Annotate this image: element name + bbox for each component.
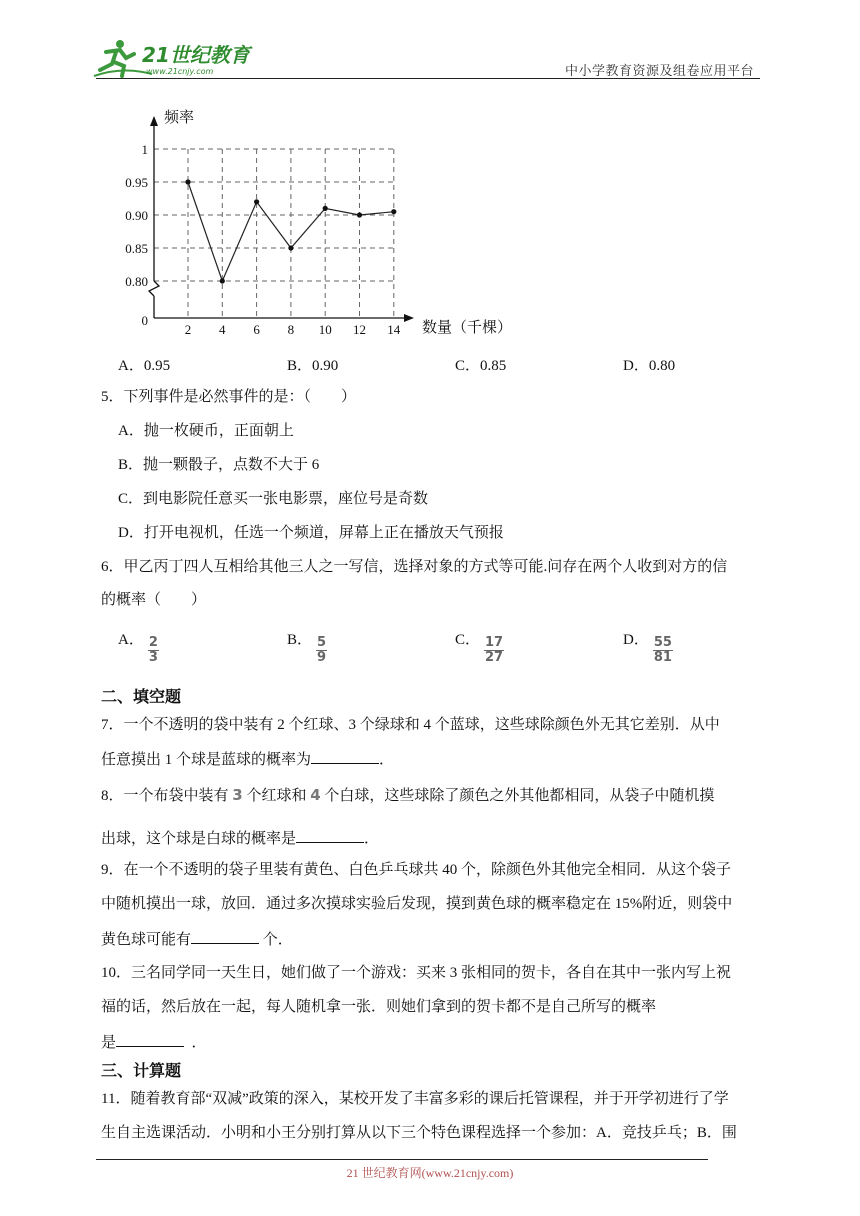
q8-number-red: 3 bbox=[232, 786, 243, 804]
x-tick-label: 12 bbox=[353, 322, 366, 337]
fraction-denominator: 3 bbox=[148, 650, 158, 665]
q8-text-c: 个白球，这些球除了颜色之外其他都相同，从袋子中随机摸 bbox=[324, 788, 715, 804]
q8-line1 bbox=[101, 784, 714, 807]
q6-option-d bbox=[623, 628, 673, 665]
q5-stem: 5．下列事件是必然事件的是：（ ） bbox=[101, 389, 357, 405]
q8-line2 bbox=[101, 826, 379, 850]
axis-break-mark bbox=[149, 281, 159, 296]
x-tick-label: 6 bbox=[253, 322, 260, 337]
q10-line3 bbox=[101, 1030, 207, 1054]
answer-blank[interactable] bbox=[191, 927, 259, 944]
x-axis-arrow bbox=[404, 314, 414, 322]
y-tick-label: 0.95 bbox=[125, 175, 148, 190]
x-tick-label: 8 bbox=[287, 322, 295, 337]
q6-option-c-label: C． bbox=[455, 632, 481, 648]
footer-divider bbox=[96, 1159, 708, 1160]
data-point bbox=[288, 245, 293, 250]
frequency-line-chart bbox=[120, 100, 540, 345]
data-point bbox=[254, 199, 259, 204]
fraction-numerator: 17 bbox=[485, 635, 504, 650]
y-axis-label: 频率 bbox=[164, 108, 195, 126]
chart-grid bbox=[154, 149, 394, 318]
chart-axes bbox=[149, 116, 414, 322]
data-point bbox=[220, 278, 225, 283]
q6-option-d-fraction bbox=[653, 636, 673, 665]
q10-line3-end: ． bbox=[191, 1035, 207, 1051]
q4-option-c: C．0.85 bbox=[455, 358, 507, 374]
x-axis-label: 数量（千棵） bbox=[422, 318, 513, 336]
answer-blank[interactable] bbox=[311, 747, 379, 764]
q9-line2: 中随机摸出一球，放回．通过多次摸球实验后发现，摸到黄色球的概率稳定在 15%附近，则袋中 bbox=[101, 896, 733, 912]
q6-option-b-fraction bbox=[316, 636, 327, 665]
data-point bbox=[323, 206, 328, 211]
q8-text-a: 8．一个布袋中装有 bbox=[101, 788, 229, 804]
q4-option-a: A．0.95 bbox=[118, 358, 171, 374]
q6-option-d-label: D． bbox=[623, 632, 649, 648]
logo-main-text: 21世纪教育 bbox=[142, 43, 250, 67]
q7-line2-text: 任意摸出 1 个球是蓝球的概率为 bbox=[101, 752, 312, 768]
q4-option-b: B．0.90 bbox=[287, 358, 339, 374]
fraction-numerator: 55 bbox=[653, 635, 672, 650]
q8-line2-text: 出球，这个球是白球的概率是 bbox=[101, 831, 297, 847]
q6-option-b bbox=[287, 628, 327, 665]
q7-line2 bbox=[101, 747, 394, 771]
q7-line1: 7．一个不透明的袋中装有 2 个红球、3 个绿球和 4 个蓝球，这些球除颜色外无其它差别．从中 bbox=[101, 717, 720, 733]
q8-number-white: 4 bbox=[310, 786, 321, 804]
q6-option-c-fraction bbox=[484, 636, 504, 665]
section-heading-fill-in: 二、填空题 bbox=[101, 687, 182, 706]
x-tick-label: 2 bbox=[184, 322, 192, 337]
q11-line2: 生自主选课活动．小明和小王分别打算从以下三个特色课程选择一个参加：A．竞技乒乓；B．围 bbox=[101, 1125, 737, 1141]
data-point bbox=[391, 209, 396, 214]
q5-option-b: B．抛一颗骰子，点数不大于 6 bbox=[118, 457, 320, 473]
header-divider bbox=[96, 78, 760, 79]
answer-blank[interactable] bbox=[116, 1030, 184, 1047]
x-tick-label: 14 bbox=[387, 322, 401, 337]
q5-option-a: A．抛一枚硬币，正面朝上 bbox=[118, 423, 294, 439]
y-tick-label: 0.90 bbox=[125, 208, 148, 223]
q10-line3-text: 是 bbox=[101, 1035, 117, 1051]
q6-option-a bbox=[118, 628, 159, 665]
q6-option-a-fraction bbox=[148, 636, 159, 665]
q6-option-c bbox=[455, 628, 504, 665]
q9-line3 bbox=[101, 927, 293, 951]
x-tick-label: 4 bbox=[219, 322, 226, 337]
q8-text-b: 个红球和 bbox=[246, 788, 307, 804]
fraction-denominator: 27 bbox=[485, 650, 504, 665]
y-tick-label: 1 bbox=[141, 142, 148, 157]
site-logo bbox=[92, 36, 262, 80]
logo-url-text: www.21cnjy.com bbox=[146, 67, 214, 76]
q6-option-a-label: A． bbox=[118, 632, 144, 648]
y-tick-label: 0.80 bbox=[125, 274, 148, 289]
y-tick-label: 0.85 bbox=[125, 241, 148, 256]
q10-line2: 福的话，然后放在一起，每人随机拿一张．则她们拿到的贺卡都不是自己所写的概率 bbox=[101, 999, 657, 1015]
fraction-numerator: 2 bbox=[148, 635, 158, 650]
q10-line1: 10．三名同学同一天生日，她们做了一个游戏：买来 3 张相同的贺卡，各自在其中一张内写上祝 bbox=[101, 965, 732, 981]
q5-option-c: C．到电影院任意买一张电影票，座位号是奇数 bbox=[118, 491, 429, 507]
x-tick-label: 10 bbox=[318, 322, 332, 337]
q11-line1: 11．随着教育部“双减”政策的深入，某校开发了丰富多彩的课后托管课程，并于开学初进行了学 bbox=[101, 1091, 729, 1107]
q7-line2-end: ． bbox=[379, 752, 395, 768]
q6-stem-line2: 的概率（ ） bbox=[101, 592, 207, 608]
fraction-denominator: 81 bbox=[653, 650, 672, 665]
y-axis-arrow bbox=[150, 116, 158, 126]
answer-blank[interactable] bbox=[296, 826, 364, 843]
q6-option-b-label: B． bbox=[287, 632, 313, 648]
q9-line3-text: 黄色球可能有 bbox=[101, 932, 192, 948]
q5-option-d: D．打开电视机，任选一个频道，屏幕上正在播放天气预报 bbox=[118, 525, 504, 541]
y-tick-label: 0 bbox=[141, 313, 148, 328]
q4-option-d: D．0.80 bbox=[623, 358, 676, 374]
q9-line3-end: 个． bbox=[259, 932, 293, 948]
q9-line1: 9．在一个不透明的袋子里装有黄色、白色乒乓球共 40 个，除颜色外其他完全相同．从这个袋子 bbox=[101, 862, 732, 878]
data-point bbox=[357, 212, 362, 217]
header-platform-text: 中小学教育资源及组卷应用平台 bbox=[565, 63, 755, 78]
fraction-numerator: 5 bbox=[317, 635, 327, 650]
fraction-denominator: 9 bbox=[317, 650, 327, 665]
data-point bbox=[185, 179, 190, 184]
footer-text: 21 世纪教育网(www.21cnjy.com) bbox=[346, 1166, 514, 1180]
q8-line2-end: ． bbox=[364, 831, 380, 847]
q6-stem-line1: 6．甲乙丙丁四人互相给其他三人之一写信，选择对象的方式等可能.问存在两个人收到对方的信 bbox=[101, 559, 728, 575]
section-heading-calculation: 三、计算题 bbox=[101, 1061, 182, 1080]
